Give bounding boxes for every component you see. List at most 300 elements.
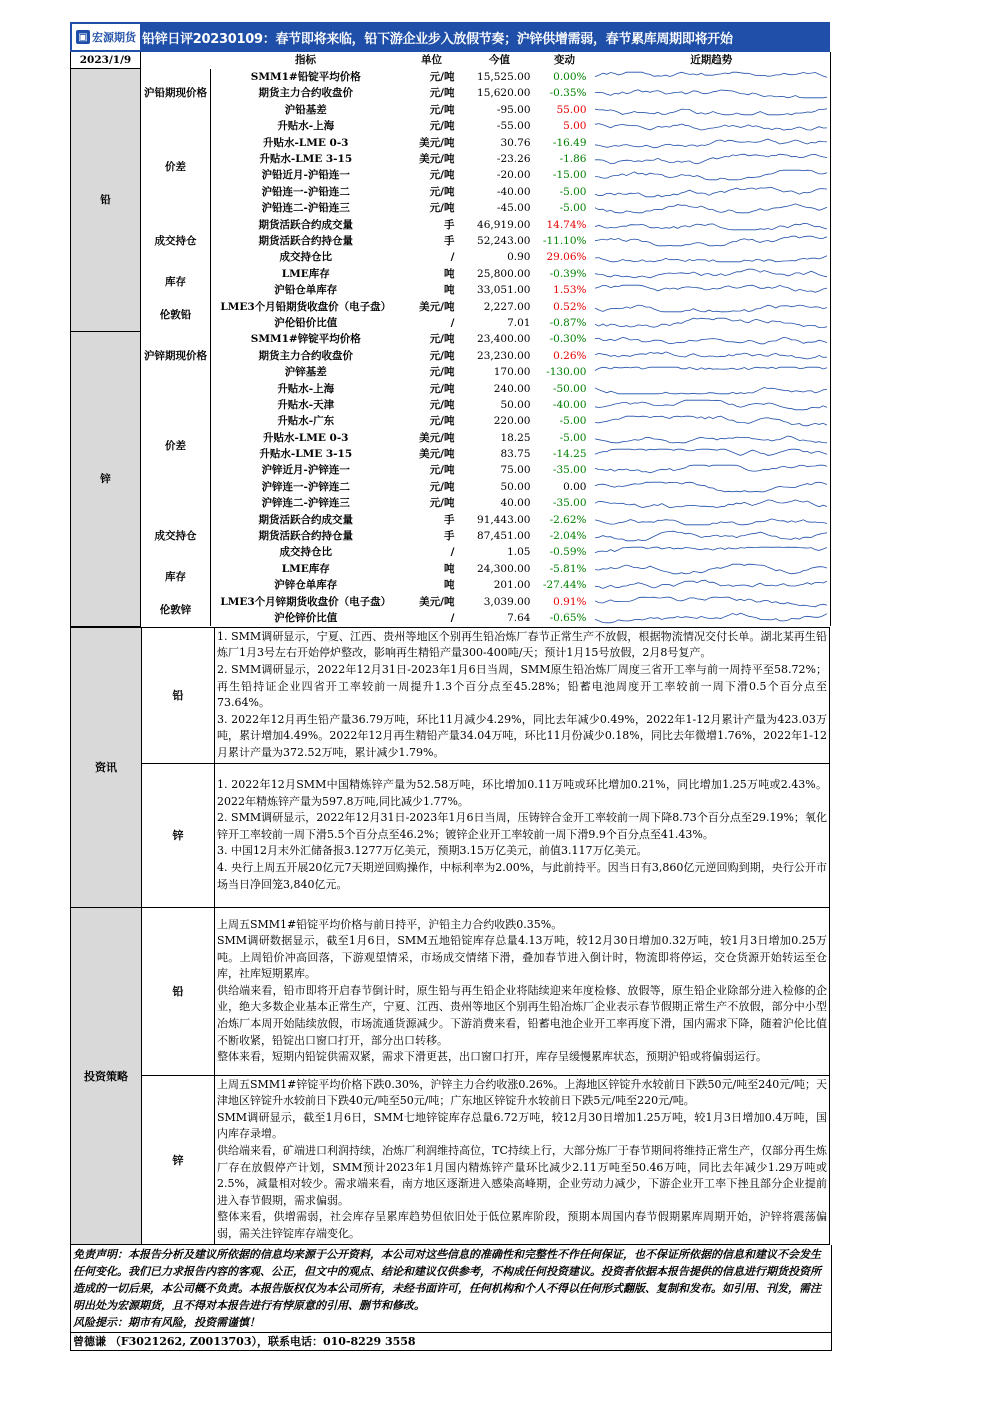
indicator-name: 沪铅连二-沪铅连三 bbox=[261, 202, 350, 215]
strategy-zinc-body bbox=[215, 1075, 830, 1244]
unit-cell: 吨 bbox=[444, 267, 455, 280]
value-cell: 240.00 bbox=[493, 382, 531, 395]
unit-cell: 吨 bbox=[444, 562, 455, 575]
change-cell: -0.59% bbox=[549, 546, 587, 559]
change-cell: -15.00 bbox=[552, 169, 587, 182]
indicator-row bbox=[71, 511, 831, 527]
change-cell: -14.25 bbox=[552, 448, 587, 461]
indicator-name: 期货主力合约收盘价 bbox=[258, 87, 353, 100]
indicator-name: 升贴水-广东 bbox=[277, 415, 335, 428]
trend-cell bbox=[593, 184, 831, 200]
logo-mark-icon: ▣ bbox=[76, 30, 90, 44]
news-zinc-body bbox=[215, 763, 830, 907]
value-cell: 30.76 bbox=[500, 136, 531, 149]
indicator-name: 沪锌仓单库存 bbox=[274, 579, 338, 592]
sparkline-line bbox=[595, 285, 827, 292]
trend-cell bbox=[593, 610, 831, 626]
strategy-lead-body bbox=[215, 907, 830, 1075]
value-cell: 50.00 bbox=[500, 398, 531, 411]
change-cell: 29.06% bbox=[546, 251, 587, 264]
sparkline-line bbox=[595, 482, 827, 492]
unit-cell: / bbox=[450, 316, 455, 329]
indicator-name: 沪锌基差 bbox=[284, 366, 327, 379]
sparkline-line bbox=[595, 305, 827, 312]
paragraph: 供给端来看，矿端进口利润持续，冶炼厂利润维持高位，TC持续上行，大部分炼厂于春节期间将维持正常生产，仅部分再生炼厂存在放假停产计划，SMM预计2023年1月国内精炼锌产量环比减少2.11万吨至50.46万吨，同比去年减少1.29万吨或2.5%，减量相对较少。需求端来看，南方地区逐渐进入感染高峰期，企业劳动力减少，下游企业开工率下挫且部分企业提前进入春节假期，需求偏弱。 bbox=[217, 1144, 827, 1207]
trend-cell bbox=[593, 479, 831, 495]
sparkline-line bbox=[595, 500, 827, 508]
change-cell: 14.74% bbox=[546, 218, 587, 231]
value-cell: 170.00 bbox=[493, 366, 531, 379]
paragraph: 4. 央行上周五开展20亿元7天期逆回购操作，中标利率为2.00%，与此前持平。因当日有3,860亿元逆回购到期，央行公开市场当日净回笼3,840亿元。 bbox=[217, 861, 827, 891]
value-cell: 23,230.00 bbox=[477, 349, 531, 362]
change-cell: -27.44% bbox=[542, 579, 587, 592]
indicator-name: 期货活跃合约成交量 bbox=[258, 218, 353, 231]
change-cell: 5.00 bbox=[563, 120, 587, 133]
unit-cell: 元/吨 bbox=[429, 120, 455, 133]
trend-cell bbox=[593, 462, 831, 478]
zinc-section-label: 锌 bbox=[71, 331, 141, 626]
trend-cell bbox=[593, 544, 831, 560]
unit-cell: 美元/吨 bbox=[419, 136, 455, 149]
indicator-name: 沪锌连一-沪锌连二 bbox=[261, 480, 350, 493]
unit-cell: 元/吨 bbox=[429, 464, 455, 477]
sparkline-chart bbox=[593, 348, 829, 364]
sparkline-line bbox=[595, 204, 827, 213]
indicator-row bbox=[71, 593, 831, 609]
indicator-row bbox=[71, 561, 831, 577]
unit-cell: 手 bbox=[444, 530, 455, 543]
sparkline-chart bbox=[593, 151, 829, 167]
company-logo bbox=[72, 24, 140, 50]
change-cell: -50.00 bbox=[552, 382, 587, 395]
value-cell: 91,443.00 bbox=[477, 513, 531, 526]
sparkline-line bbox=[595, 400, 827, 410]
change-cell: 1.53% bbox=[553, 284, 587, 297]
trend-cell bbox=[593, 134, 831, 150]
value-cell: 75.00 bbox=[500, 464, 531, 477]
unit-cell: 元/吨 bbox=[429, 497, 455, 510]
change-cell: -5.00 bbox=[559, 415, 587, 428]
indicator-name: 升贴水-上海 bbox=[277, 120, 335, 133]
sparkline-line bbox=[595, 387, 827, 393]
sparkline-line bbox=[595, 269, 827, 278]
sparkline-line bbox=[595, 318, 827, 327]
indicator-table bbox=[70, 52, 831, 627]
change-cell: -5.00 bbox=[559, 202, 587, 215]
trend-cell bbox=[593, 151, 831, 167]
unit-cell: / bbox=[450, 251, 455, 264]
paragraph: 1. SMM调研显示，宁夏、江西、贵州等地区个别再生铅冶炼厂春节正常生产不放假，根据物流情况交付长单。湖北某再生铅炼厂1月3号左右开始停炉整改，影响再生精铅产量300-400吨/天；预计1月15号放假，2月8号复产。 bbox=[217, 629, 827, 660]
unit-cell: 元/吨 bbox=[429, 480, 455, 493]
value-cell: 87,451.00 bbox=[477, 530, 531, 543]
group-label: 成交持仓 bbox=[141, 511, 211, 560]
sparkline-chart bbox=[593, 233, 829, 249]
value-cell: 1.05 bbox=[507, 546, 531, 559]
risk-warning: 风险提示：期市有风险，投资需谨慎！ bbox=[73, 1315, 260, 1329]
indicator-name: 沪铅仓单库存 bbox=[274, 284, 338, 297]
indicator-name: 升贴水-上海 bbox=[277, 382, 335, 395]
indicator-name: 成交持仓比 bbox=[279, 546, 332, 559]
change-cell: -0.87% bbox=[549, 316, 587, 329]
group-label: 库存 bbox=[141, 266, 211, 299]
trend-cell bbox=[593, 69, 831, 85]
indicator-row bbox=[71, 69, 831, 85]
indicator-name: LME3个月锌期货收盘价（电子盘） bbox=[220, 595, 392, 608]
sparkline-line bbox=[595, 466, 827, 474]
value-cell: 24,300.00 bbox=[477, 562, 531, 575]
unit-cell: 元/吨 bbox=[429, 103, 455, 116]
sparkline-chart bbox=[593, 462, 829, 478]
indicator-name: 沪铅近月-沪铅连一 bbox=[261, 169, 350, 182]
indicator-name: SMM1#锌锭平均价格 bbox=[250, 333, 361, 346]
change-cell: -0.65% bbox=[549, 611, 587, 624]
indicator-name: LME库存 bbox=[281, 267, 330, 280]
indicator-name: 沪铅连一-沪铅连二 bbox=[261, 185, 350, 198]
news-zinc-label: 锌 bbox=[142, 763, 215, 907]
sparkline-chart bbox=[593, 217, 829, 233]
indicator-row bbox=[71, 266, 831, 282]
trend-cell bbox=[593, 495, 831, 511]
sparkline-chart bbox=[593, 118, 829, 134]
unit-cell: 手 bbox=[444, 234, 455, 247]
trend-cell bbox=[593, 315, 831, 331]
disclaimer bbox=[70, 1245, 832, 1333]
trend-cell bbox=[593, 429, 831, 445]
group-label: 伦敦锌 bbox=[141, 593, 211, 626]
unit-cell: 美元/吨 bbox=[419, 431, 455, 444]
unit-cell: 美元/吨 bbox=[419, 595, 455, 608]
value-cell: -23.26 bbox=[496, 153, 531, 166]
unit-cell: 吨 bbox=[444, 284, 455, 297]
sparkline-chart bbox=[593, 184, 829, 200]
indicator-row bbox=[71, 118, 831, 134]
lead-section-label: 铅 bbox=[71, 69, 141, 331]
sparkline-chart bbox=[593, 594, 829, 610]
trend-cell bbox=[593, 348, 831, 364]
sparkline-chart bbox=[593, 299, 829, 315]
disclaimer-text: 免责声明：本报告分析及建议所依据的信息均来源于公开资料，本公司对这些信息的准确性和完整性不作任何保证，也不保证所依据的信息和建议不会发生任何变化。我们已力求报告内容的客观、公正，但文中的观点、结论和建议仅供参考，不构成任何投资建议。投资者依据本报告提供的信息进行期货投资所造成的一切后果，本公司概不负责。本报告版权仅为本公司所有，未经书面许可，任何机构和个人不得以任何形式翻版、复制和发布。如引用、刊发，需注明出处为宏源期货，且不得对本报告进行有悖原意的引用、删节和修改。 bbox=[73, 1247, 821, 1312]
value-cell: 15,525.00 bbox=[477, 71, 531, 84]
value-cell: 3,039.00 bbox=[483, 595, 531, 608]
sparkline-line bbox=[595, 139, 827, 148]
value-cell: 25,800.00 bbox=[477, 267, 531, 280]
trend-cell bbox=[593, 167, 831, 183]
trend-cell bbox=[593, 249, 831, 265]
change-cell: -2.62% bbox=[549, 513, 587, 526]
unit-cell: 元/吨 bbox=[429, 185, 455, 198]
trend-cell bbox=[593, 593, 831, 609]
sparkline-chart bbox=[593, 85, 829, 101]
sparkline-chart bbox=[593, 200, 829, 216]
value-cell: 7.01 bbox=[507, 316, 531, 329]
trend-cell bbox=[593, 200, 831, 216]
trend-cell bbox=[593, 577, 831, 593]
sparkline-line bbox=[595, 597, 827, 607]
indicator-name: 升贴水-天津 bbox=[277, 398, 335, 411]
sparkline-chart bbox=[593, 495, 829, 511]
group-label: 价差 bbox=[141, 118, 211, 216]
change-cell: -130.00 bbox=[546, 366, 587, 379]
indicator-name: LME库存 bbox=[281, 562, 330, 575]
trend-cell bbox=[593, 380, 831, 396]
change-cell: -40.00 bbox=[552, 398, 587, 411]
sparkline-line bbox=[595, 124, 827, 131]
sparkline-chart bbox=[593, 528, 829, 544]
indicator-name: 升贴水-LME 3-15 bbox=[259, 448, 353, 461]
change-cell: 0.52% bbox=[553, 300, 587, 313]
sparkline-line bbox=[595, 548, 827, 554]
sparkline-line bbox=[595, 72, 827, 77]
trend-cell bbox=[593, 561, 831, 577]
value-cell: -95.00 bbox=[496, 103, 531, 116]
sparkline-chart bbox=[593, 315, 829, 331]
sparkline-line bbox=[595, 109, 827, 115]
unit-cell: 元/吨 bbox=[429, 382, 455, 395]
paragraph: 供给端来看，铅市即将开启春节倒计时，原生铅与再生铅企业将陆续迎来年度检修、放假等，原生铅企业除部分进入检修的企业，绝大多数企业基本正常生产，宁夏、江西、贵州等地区个别再生铅冶炼厂企业表示春节假期正常生产不放假，部分中小型冶炼厂本周开始陆续放假，市场流通货源减少。下游消费来看，铅蓄电池企业开工率再度下滑，国内需求下降，随着沪伦比值不断收紧，铅锭出口窗口打开，部分出口转移。 bbox=[217, 983, 827, 1047]
indicator-name: 成交持仓比 bbox=[279, 251, 332, 264]
sparkline-chart bbox=[593, 266, 829, 282]
paragraph: SMM调研数据显示，截至1月6日，SMM五地铅锭库存总量4.13万吨，较12月30日增加0.32万吨，较1月3日增加0.25万吨。上周铅价冲高回落，下游观望情采，市场成交情绪下滑，叠加春节进入倒计时，物流即将停运，交仓货源开始转运至仓库，社库短期累库。 bbox=[217, 934, 827, 981]
sparkline-chart bbox=[593, 479, 829, 495]
value-cell: 33,051.00 bbox=[477, 284, 531, 297]
sparkline-line bbox=[595, 256, 827, 262]
sparkline-chart bbox=[593, 282, 829, 298]
unit-cell: 元/吨 bbox=[429, 71, 455, 84]
indicator-row bbox=[71, 380, 831, 396]
sparkline-line bbox=[595, 171, 827, 181]
indicator-name: 升贴水-LME 3-15 bbox=[259, 153, 353, 166]
sparkline-line bbox=[595, 352, 827, 359]
change-cell: -11.10% bbox=[542, 234, 587, 247]
trend-cell bbox=[593, 233, 831, 249]
unit-cell: 元/吨 bbox=[429, 366, 455, 379]
value-cell: 2,227.00 bbox=[483, 300, 531, 313]
daily-report-page bbox=[70, 22, 830, 1351]
sparkline-line bbox=[595, 236, 827, 246]
sparkline-chart bbox=[593, 69, 829, 85]
news-label: 资讯 bbox=[71, 627, 142, 907]
header-unit: 单位 bbox=[401, 52, 463, 69]
sparkline-chart bbox=[593, 135, 829, 151]
sparkline-chart bbox=[593, 446, 829, 462]
trend-cell bbox=[593, 331, 831, 347]
trend-cell bbox=[593, 85, 831, 101]
unit-cell: 手 bbox=[444, 218, 455, 231]
group-label: 价差 bbox=[141, 380, 211, 511]
sparkline-chart bbox=[593, 249, 829, 265]
indicator-name: 沪伦锌价比值 bbox=[274, 611, 338, 624]
trend-cell bbox=[593, 413, 831, 429]
change-cell: -0.30% bbox=[549, 333, 587, 346]
header-change: 变动 bbox=[537, 52, 593, 69]
header-trend: 近期趋势 bbox=[593, 52, 831, 69]
change-cell: -0.35% bbox=[549, 87, 587, 100]
trend-cell bbox=[593, 266, 831, 282]
value-cell: 220.00 bbox=[493, 415, 531, 428]
indicator-name: 期货活跃合约持仓量 bbox=[258, 234, 353, 247]
sparkline-chart bbox=[593, 610, 829, 626]
paragraph: 上周五SMM1#铅锭平均价格与前日持平，沪铅主力合约收跌0.35%。 bbox=[217, 917, 563, 931]
header-indicator: 指标 bbox=[211, 52, 401, 69]
sparkline-line bbox=[595, 564, 827, 574]
change-cell: -35.00 bbox=[552, 464, 587, 477]
sparkline-line bbox=[595, 223, 827, 229]
group-label: 伦敦铅 bbox=[141, 298, 211, 331]
trend-cell bbox=[593, 216, 831, 232]
paragraph: 2. SMM调研显示，2022年12月31日-2023年1月6日当周，SMM原生铅冶炼厂周度三省开工率与前一周持平至58.72%；再生铅持证企业四省开工率较前一周提升1.3个百分点至45.28%；铅蓄电池周度开工率较前一周下滑0.5个百分点至73.64%。 bbox=[217, 662, 827, 710]
unit-cell: 元/吨 bbox=[429, 87, 455, 100]
paragraph: 3. 2022年12月再生铅产量36.79万吨，环比11月减少4.29%，同比去年减少0.49%，2022年1-12月累计产量为423.03万吨，累计增加4.49%。2022年12月再生精铅产量34.04万吨，环比11月份减少0.18%，同比去年微增1.76%，2022年1-12月累计产量为372.52万吨，累计减少1.79%。 bbox=[217, 712, 827, 759]
sparkline-line bbox=[595, 154, 827, 164]
unit-cell: 元/吨 bbox=[429, 398, 455, 411]
change-cell: -35.00 bbox=[552, 497, 587, 510]
logo-text: 宏源期货 bbox=[92, 31, 136, 44]
date-cell: 2023/1/9 bbox=[71, 52, 141, 69]
table-header-row bbox=[71, 52, 831, 69]
news-lead-body bbox=[215, 627, 830, 763]
indicator-name: 期货活跃合约成交量 bbox=[258, 513, 353, 526]
paragraph: 2. SMM调研显示，2022年12月31日-2023年1月6日当周，压铸锌合金开工率较前一周下降8.73个百分点至29.19%；氧化锌开工率较前一周下滑5.5个百分点至46.2%；镀锌企业开工率较前一周下滑9.9个百分点至41.43%。 bbox=[217, 811, 827, 841]
change-cell: 0.26% bbox=[553, 349, 587, 362]
paragraph: 整体来看，供增需弱，社会库存呈累库趋势但依旧处于低位累库阶段，预期本周国内春节假期累库周期开始，沪锌将震荡偏弱，需关注锌锭库存端变化。 bbox=[217, 1210, 827, 1241]
strategy-label: 投资策略 bbox=[71, 907, 142, 1244]
sparkline-line bbox=[595, 187, 827, 196]
sparkline-line bbox=[595, 367, 827, 370]
strategy-zinc-label: 锌 bbox=[142, 1075, 215, 1244]
sparkline-line bbox=[595, 90, 827, 98]
paragraph: 3. 中国12月末外汇储备报3.1277万亿美元，预期3.15万亿美元，前值3.117万亿美元。 bbox=[217, 844, 648, 858]
report-title: 铅锌日评20230109：春节即将来临，铅下游企业步入放假节奏；沪锌供增需弱，春节累库周期即将开始 bbox=[142, 31, 733, 47]
unit-cell: 美元/吨 bbox=[419, 448, 455, 461]
strategy-lead-label: 铅 bbox=[142, 907, 215, 1075]
unit-cell: 元/吨 bbox=[429, 349, 455, 362]
unit-cell: 美元/吨 bbox=[419, 153, 455, 166]
change-cell: 0.00% bbox=[553, 71, 587, 84]
group-label: 库存 bbox=[141, 561, 211, 594]
indicator-name: LME3个月铅期货收盘价（电子盘） bbox=[220, 300, 392, 313]
trend-cell bbox=[593, 282, 831, 298]
sparkline-line bbox=[595, 519, 827, 525]
value-cell: -55.00 bbox=[496, 120, 531, 133]
sparkline-line bbox=[595, 449, 827, 455]
indicator-name: 沪伦铅价比值 bbox=[274, 316, 338, 329]
value-cell: 18.25 bbox=[500, 431, 531, 444]
unit-cell: 元/吨 bbox=[429, 333, 455, 346]
trend-cell bbox=[593, 298, 831, 314]
sparkline-chart bbox=[593, 413, 829, 429]
value-cell: 50.00 bbox=[500, 480, 531, 493]
value-cell: -40.00 bbox=[496, 185, 531, 198]
change-cell: -1.86 bbox=[559, 153, 587, 166]
paragraph: 上周五SMM1#锌锭平均价格下跌0.30%，沪锌主力合约收涨0.26%。上海地区锌锭升水较前日下跌50元/吨至240元/吨；天津地区锌锭升水较前日下跌40元/吨至50元/吨；广东地区锌锭升水较前日下跌5元/吨至220元/吨。 bbox=[217, 1077, 827, 1108]
sparkline-chart bbox=[593, 430, 829, 446]
sparkline-line bbox=[595, 580, 827, 588]
sparkline-chart bbox=[593, 102, 829, 118]
value-cell: -45.00 bbox=[496, 202, 531, 215]
report-header bbox=[70, 22, 830, 52]
value-cell: 23,400.00 bbox=[477, 333, 531, 346]
change-cell: -5.00 bbox=[559, 431, 587, 444]
indicator-name: SMM1#铅锭平均价格 bbox=[250, 71, 361, 84]
trend-cell bbox=[593, 446, 831, 462]
change-cell: -5.81% bbox=[549, 562, 587, 575]
value-cell: 52,243.00 bbox=[477, 234, 531, 247]
group-label: 沪铅期现价格 bbox=[141, 69, 211, 118]
trend-cell bbox=[593, 528, 831, 544]
value-cell: 40.00 bbox=[500, 497, 531, 510]
sparkline-line bbox=[595, 338, 827, 344]
news-table bbox=[70, 627, 830, 1245]
change-cell: 55.00 bbox=[556, 103, 587, 116]
unit-cell: 元/吨 bbox=[429, 202, 455, 215]
value-cell: 83.75 bbox=[500, 448, 531, 461]
sparkline-line bbox=[595, 531, 827, 541]
trend-cell bbox=[593, 102, 831, 118]
indicator-name: 期货主力合约收盘价 bbox=[258, 349, 353, 362]
trend-cell bbox=[593, 118, 831, 134]
change-cell: 0.91% bbox=[553, 595, 587, 608]
value-cell: 7.64 bbox=[507, 611, 531, 624]
indicator-name: 沪铅基差 bbox=[284, 103, 327, 116]
paragraph: SMM调研显示，截至1月6日，SMM七地锌锭库存总量6.72万吨，较12月30日增加1.25万吨，较1月3日增加0.4万吨，国内库存录增。 bbox=[217, 1110, 827, 1141]
unit-cell: 美元/吨 bbox=[419, 300, 455, 313]
sparkline-line bbox=[595, 436, 827, 443]
unit-cell: / bbox=[450, 611, 455, 624]
indicator-row bbox=[71, 298, 831, 314]
value-cell: 15,620.00 bbox=[477, 87, 531, 100]
sparkline-chart bbox=[593, 167, 829, 183]
sparkline-line bbox=[595, 416, 827, 426]
unit-cell: 元/吨 bbox=[429, 415, 455, 428]
sparkline-chart bbox=[593, 577, 829, 593]
unit-cell: 手 bbox=[444, 513, 455, 526]
sparkline-line bbox=[595, 613, 827, 623]
unit-cell: 吨 bbox=[444, 579, 455, 592]
indicator-name: 沪锌连二-沪锌连三 bbox=[261, 497, 350, 510]
news-lead-label: 铅 bbox=[142, 627, 215, 763]
author-contact: 曾德谦 （F3021262, Z0013703），联系电话：010-8229 3558 bbox=[70, 1333, 832, 1351]
sparkline-chart bbox=[593, 544, 829, 560]
sparkline-chart bbox=[593, 364, 829, 380]
indicator-row bbox=[71, 331, 831, 347]
value-cell: 201.00 bbox=[493, 579, 531, 592]
indicator-name: 期货活跃合约持仓量 bbox=[258, 530, 353, 543]
value-cell: 0.90 bbox=[507, 251, 531, 264]
value-cell: 46,919.00 bbox=[477, 218, 531, 231]
indicator-name: 升贴水-LME 0-3 bbox=[263, 136, 349, 149]
unit-cell: / bbox=[450, 546, 455, 559]
paragraph: 1. 2022年12月SMM中国精炼锌产量为52.58万吨，环比增加0.11万吨或环比增加0.21%，同比增加1.25万吨或2.43%。2022年精炼锌产量为597.8万吨,同比减少1.77%。 bbox=[217, 778, 827, 808]
unit-cell: 元/吨 bbox=[429, 169, 455, 182]
indicator-name: 升贴水-LME 0-3 bbox=[263, 431, 349, 444]
sparkline-chart bbox=[593, 397, 829, 413]
trend-cell bbox=[593, 511, 831, 527]
change-cell: -0.39% bbox=[549, 267, 587, 280]
sparkline-chart bbox=[593, 512, 829, 528]
sparkline-chart bbox=[593, 381, 829, 397]
change-cell: -5.00 bbox=[559, 185, 587, 198]
indicator-name: 沪锌近月-沪锌连一 bbox=[261, 464, 350, 477]
sparkline-chart bbox=[593, 561, 829, 577]
group-label: 成交持仓 bbox=[141, 216, 211, 265]
change-cell: 0.00 bbox=[563, 480, 587, 493]
group-label: 沪锌期现价格 bbox=[141, 331, 211, 380]
paragraph: 整体来看，短期内铅锭供需双紧，需求下滑更甚，出口窗口打开，库存呈缓慢累库状态，预期沪铅或将偏弱运行。 bbox=[217, 1050, 767, 1064]
indicator-row bbox=[71, 216, 831, 232]
sparkline-chart bbox=[593, 331, 829, 347]
value-cell: -20.00 bbox=[496, 169, 531, 182]
trend-cell bbox=[593, 397, 831, 413]
